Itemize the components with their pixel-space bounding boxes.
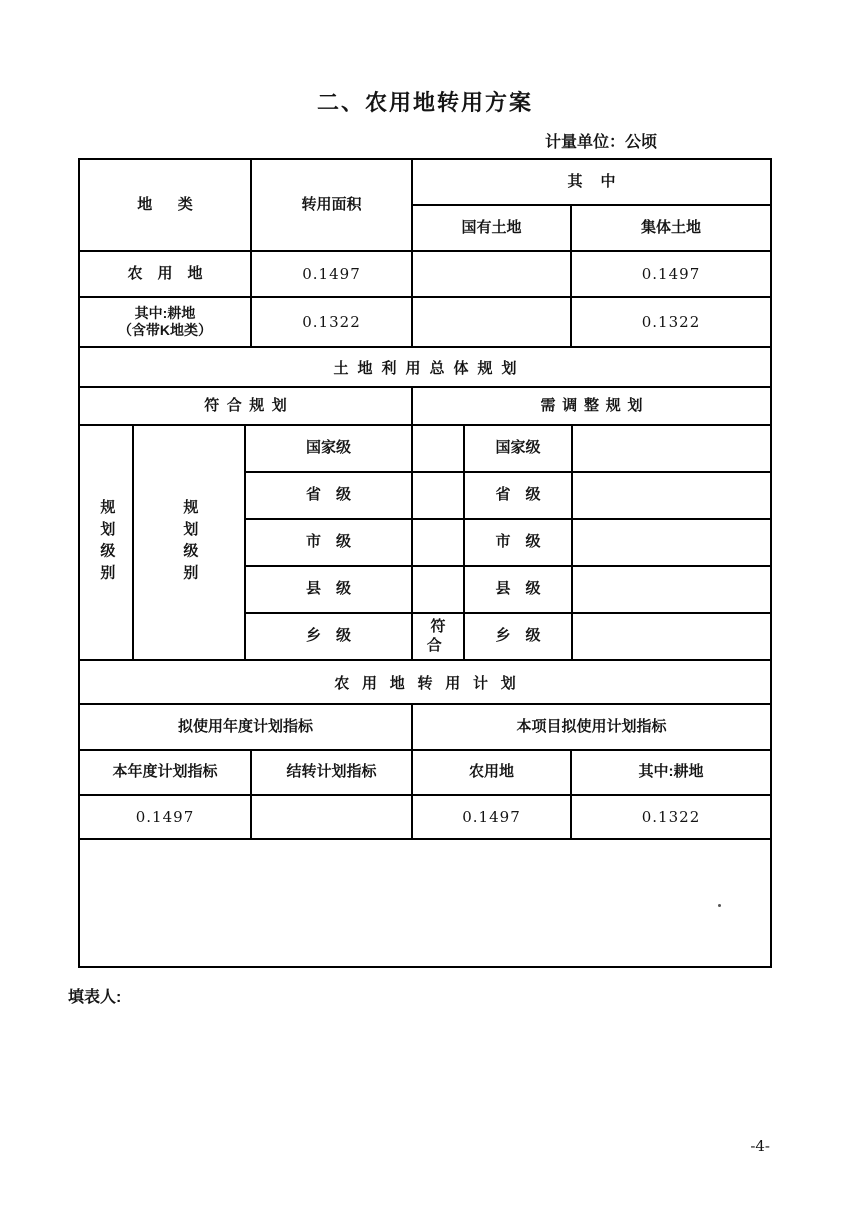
level-provincial-left: 省 级 [246,473,411,518]
level-municipal-right: 市 级 [465,520,571,565]
overall-planning-title: 土地利用总体规划 [80,346,770,386]
row-cultivated-collective: 0.1322 [572,298,770,346]
row-agricultural-state [413,252,570,296]
scan-ink-dot [718,904,721,907]
level-county-right-value [573,567,770,612]
land-conversion-table [78,158,772,968]
adjust-plan-header: 需调整规划 [413,388,770,424]
level-township-right-value [573,614,770,659]
page-title: 二、农用地转用方案 [316,90,533,115]
header-of-which: 其中 [413,160,770,204]
planning-levels-section [80,424,770,659]
level-municipal-right-value [573,520,770,565]
form-filler-label: 填表人: [68,989,122,1006]
col-carryover-indicator: 结转计划指标 [252,751,411,794]
plan-group-headers [80,703,770,749]
row-cultivated-state [413,298,570,346]
row-agricultural-label: 农用地 [80,252,250,296]
level-national-right: 国家级 [465,426,571,471]
row-cultivated-label-line1: 其中:耕地 [134,304,196,321]
planning-level-axis-right: 规划级别 [134,426,244,659]
planning-headers-row [80,386,770,424]
project-plan-header: 本项目拟使用计划指标 [413,705,770,749]
remarks-empty-area [80,838,770,966]
level-provincial-right-value [573,473,770,518]
unit-note: 计量单位：公顷 [545,134,658,151]
header-collective: 集体土地 [572,206,770,250]
level-national-left-value [413,426,463,471]
annual-plan-header: 拟使用年度计划指标 [80,705,411,749]
level-provincial-left-value [413,473,463,518]
level-municipal-left: 市 级 [246,520,411,565]
value-cultivated-land: 0.1322 [572,796,770,838]
value-agricultural-land: 0.1497 [413,796,570,838]
col-annual-indicator: 本年度计划指标 [80,751,250,794]
level-county-left: 县 级 [246,567,411,612]
level-county-left-value [413,567,463,612]
page-number: -4- [750,1137,770,1155]
row-cultivated-area: 0.1322 [252,298,411,346]
row-cultivated-label [80,298,250,346]
conform-plan-header: 符合规划 [80,388,411,424]
row-agricultural-area: 0.1497 [252,252,411,296]
level-national-left: 国家级 [246,426,411,471]
col-cultivated-land: 其中:耕地 [572,751,770,794]
planning-level-axis-left: 规划级别 [80,426,132,659]
value-carryover-indicator [252,796,411,838]
value-annual-indicator: 0.1497 [80,796,250,838]
land-type-section [80,160,770,346]
plan-values-section [80,749,770,838]
header-land-category: 地类 [80,160,250,250]
level-township-left-value: 符合 [413,614,463,659]
level-municipal-left-value [413,520,463,565]
conversion-plan-title: 农用地转用计划 [80,659,770,703]
level-county-right: 县 级 [465,567,571,612]
level-township-right: 乡 级 [465,614,571,659]
level-national-right-value [573,426,770,471]
col-agricultural-land: 农用地 [413,751,570,794]
level-provincial-right: 省 级 [465,473,571,518]
row-cultivated-label-line2: （含带K地类） [117,322,213,338]
header-conversion-area: 转用面积 [252,160,411,250]
header-state-owned: 国有土地 [413,206,570,250]
level-township-left: 乡 级 [246,614,411,659]
row-agricultural-collective: 0.1497 [572,252,770,296]
